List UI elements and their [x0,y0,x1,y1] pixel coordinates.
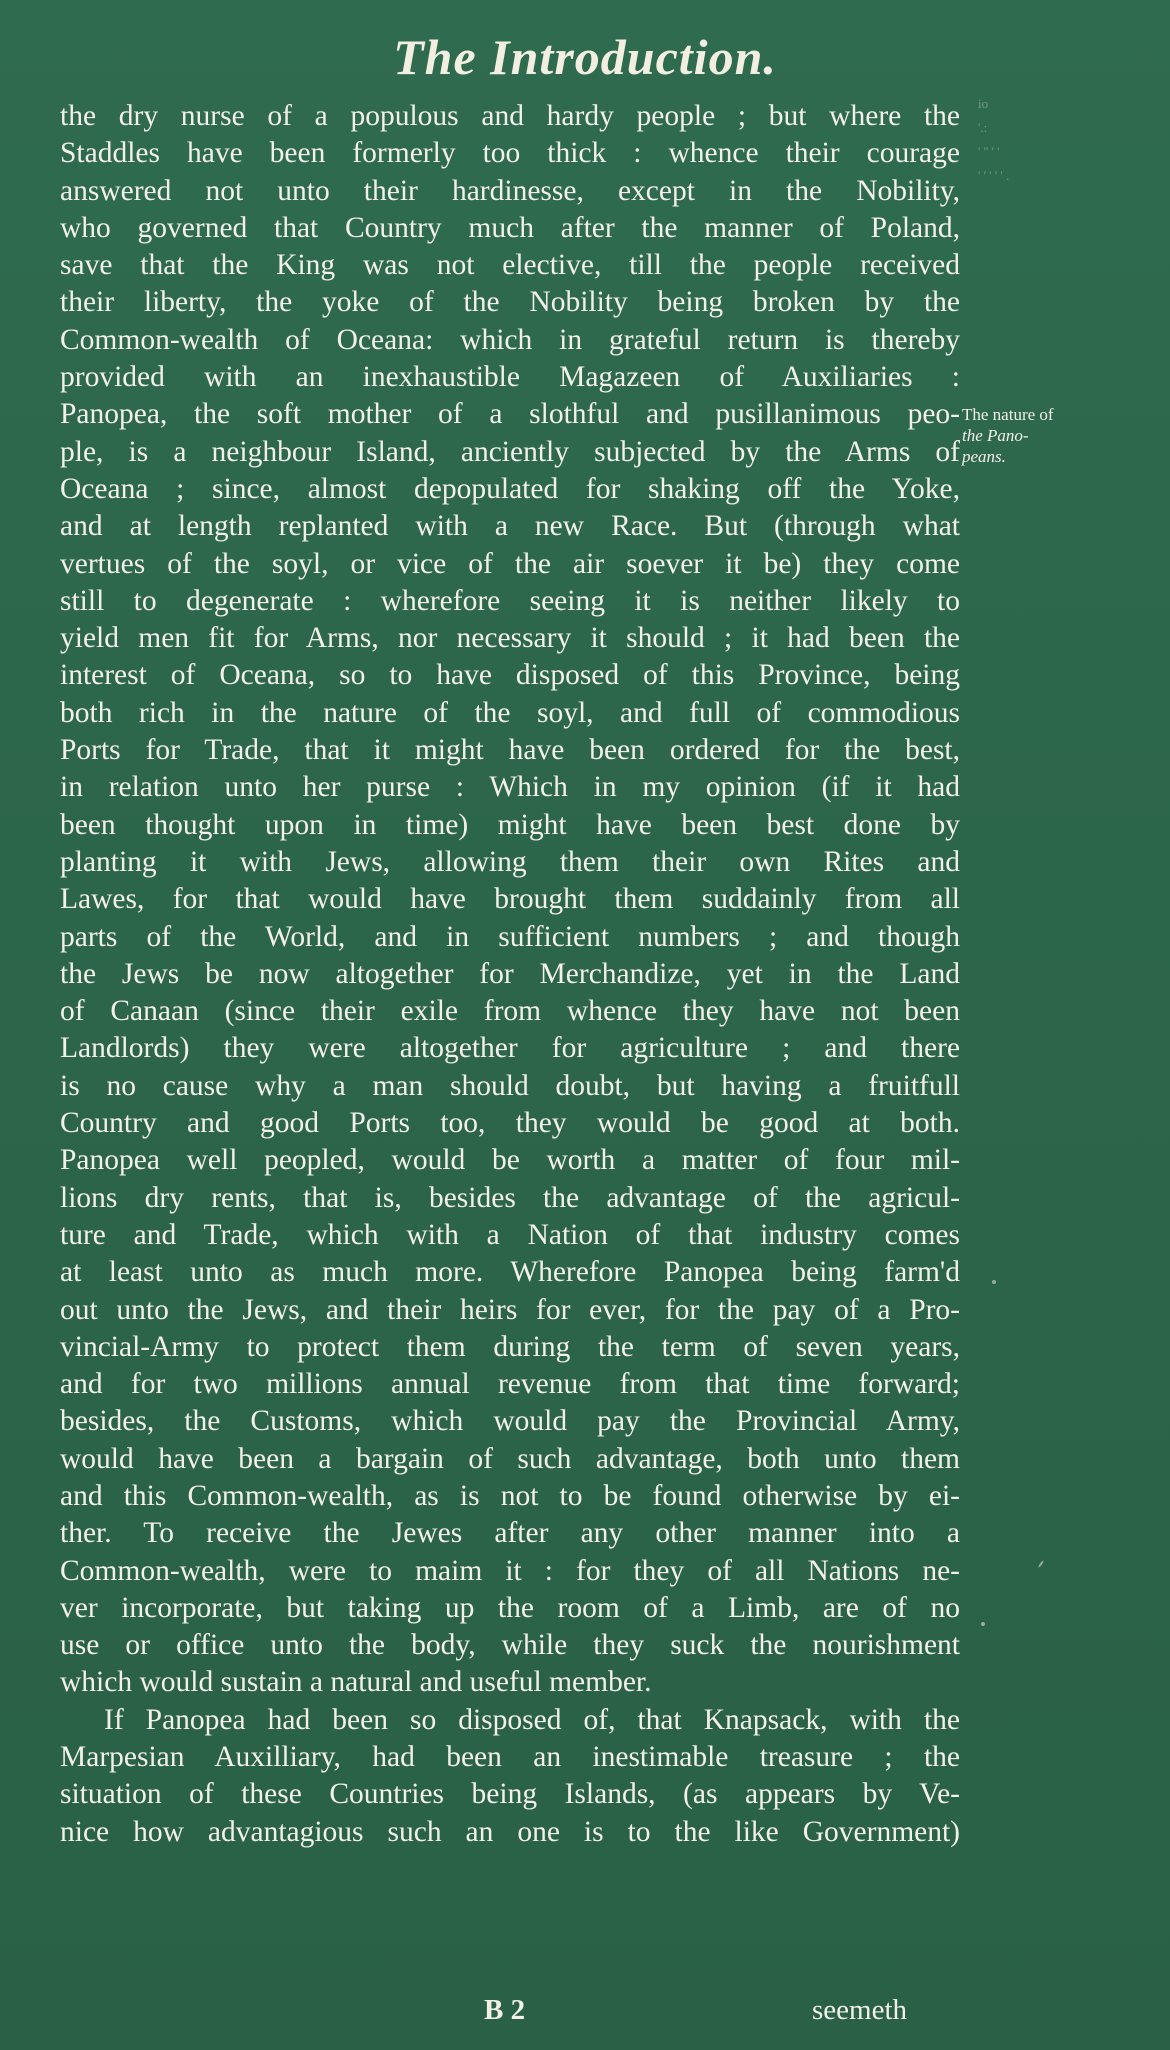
text-line: provided with an inexhaustible Magazeen of Auxiliaries : [60,361,960,394]
margin-note [962,404,1112,467]
text-line: parts of the World, and in sufficient numbers ; and though [60,920,960,953]
text-line: ver incorporate, but taking up the room of a Limb, are of no [60,1591,960,1624]
text-line: would have been a bargain of such advantage, both unto them [60,1442,960,1475]
text-line: Common-wealth of Oceana: which in grateful return is thereby [60,323,960,356]
text-line: and for two millions annual revenue from that time forward; [60,1368,960,1401]
text-line: Panopea well peopled, would be worth a matter of four mil- [60,1144,960,1177]
text-line: the dry nurse of a populous and hardy people ; but where the [60,100,960,132]
paper-speck [1038,1560,1044,1568]
text-line: and at length replanted with a new Race. But (through what [60,510,960,543]
text-line: and this Common-wealth, as is not to be found otherwise by ei- [60,1479,960,1512]
text-line: Landlords) they were altogether for agriculture ; and there [60,1032,960,1065]
text-line: Marpesian Auxilliary, had been an inestimable treasure ; the [60,1741,960,1774]
text-line: interest of Oceana, so to have disposed of this Province, being [60,659,960,692]
text-line: ple, is a neighbour Island, anciently subjected by the Arms of [60,435,960,468]
running-head: The Introduction. [393,29,777,85]
faint-mark: io [978,96,989,111]
faint-bleed-through-marks [978,92,1098,188]
paragraph-1 [60,98,960,1702]
text-line: use or office unto the body, while they suck the nourishment [60,1629,960,1662]
page-footer [0,1994,1170,2034]
text-line: Oceana ; since, almost depopulated for shaking off the Yoke, [60,472,960,505]
text-line: ture and Trade, which with a Nation of that industry comes [60,1218,960,1251]
text-line: planting it with Jews, allowing them their own Rites and [60,845,960,878]
faint-mark: ' '' ' ' [978,144,1000,159]
text-line: the Jews be now altogether for Merchandize, yet in the Land [60,957,960,990]
text-line: of Canaan (since their exile from whence they have not been [60,995,960,1028]
faint-mark: ' ' ' ' ' . [978,168,1010,183]
text-line: been thought upon in time) might have been best done by [60,808,960,841]
text-line: still to degenerate : wherefore seeing it is neither likely to [60,584,960,617]
text-line: in relation unto her purse : Which in my opinion (if it had [60,771,960,804]
margin-note-line: peans. [962,447,1006,466]
text-line: save that the King was not elective, till the people received [60,249,960,282]
text-line: their liberty, the yoke of the Nobility being broken by the [60,286,960,319]
text-line: at least unto as much more. Wherefore Panopea being farm'd [60,1256,960,1289]
catchword: seemeth [812,1994,908,2026]
text-line: besides, the Customs, which would pay the Provincial Army, [60,1405,960,1438]
body-text [60,98,960,1851]
paragraph-2 [60,1702,960,1851]
paper-speck [981,1622,985,1626]
margin-note-line: the Pano- [962,426,1029,445]
text-line: If Panopea had been so disposed of, that Knapsack, with the [104,1703,960,1736]
text-line: out unto the Jews, and their heirs for ever, for the pay of a Pro- [60,1293,960,1326]
text-line: Common-wealth, were to maim it : for they of all Nations ne- [60,1554,960,1587]
signature-mark: B 2 [484,1994,526,2026]
text-line: nice how advantagious such an one is to the like Government) [60,1815,960,1848]
text-line: Ports for Trade, that it might have been ordered for the best, [60,734,960,767]
text-line: which would sustain a natural and useful member. [60,1666,652,1699]
text-line: answered not unto their hardinesse, except in the Nobility, [60,174,960,207]
text-line: ther. To receive the Jewes after any other manner into a [60,1517,960,1550]
text-line: Staddles have been formerly too thick : whence their courage [60,137,960,170]
margin-note-line: The nature of [962,405,1054,424]
text-line: who governed that Country much after the manner of Poland, [60,211,960,244]
text-line: yield men fit for Arms, nor necessary it should ; it had been the [60,622,960,655]
text-line: lions dry rents, that is, besides the advantage of the agricul- [60,1181,960,1214]
text-line: Lawes, for that would have brought them suddainly from all [60,883,960,916]
text-line: both rich in the nature of the soyl, and full of commodious [60,696,960,729]
text-line: Panopea, the soft mother of a slothful and pusillanimous peo- [60,398,960,431]
text-line: Country and good Ports too, they would be good at both. [60,1107,960,1140]
text-line: vincial-Army to protect them during the term of seven years, [60,1330,960,1363]
faint-mark: '.: [978,120,988,135]
paper-speck [992,1280,996,1284]
text-line: vertues of the soyl, or vice of the air soever it be) they come [60,547,960,580]
text-line: situation of these Countries being Islands, (as appears by Ve- [60,1778,960,1811]
text-line: is no cause why a man should doubt, but having a fruitfull [60,1069,960,1102]
